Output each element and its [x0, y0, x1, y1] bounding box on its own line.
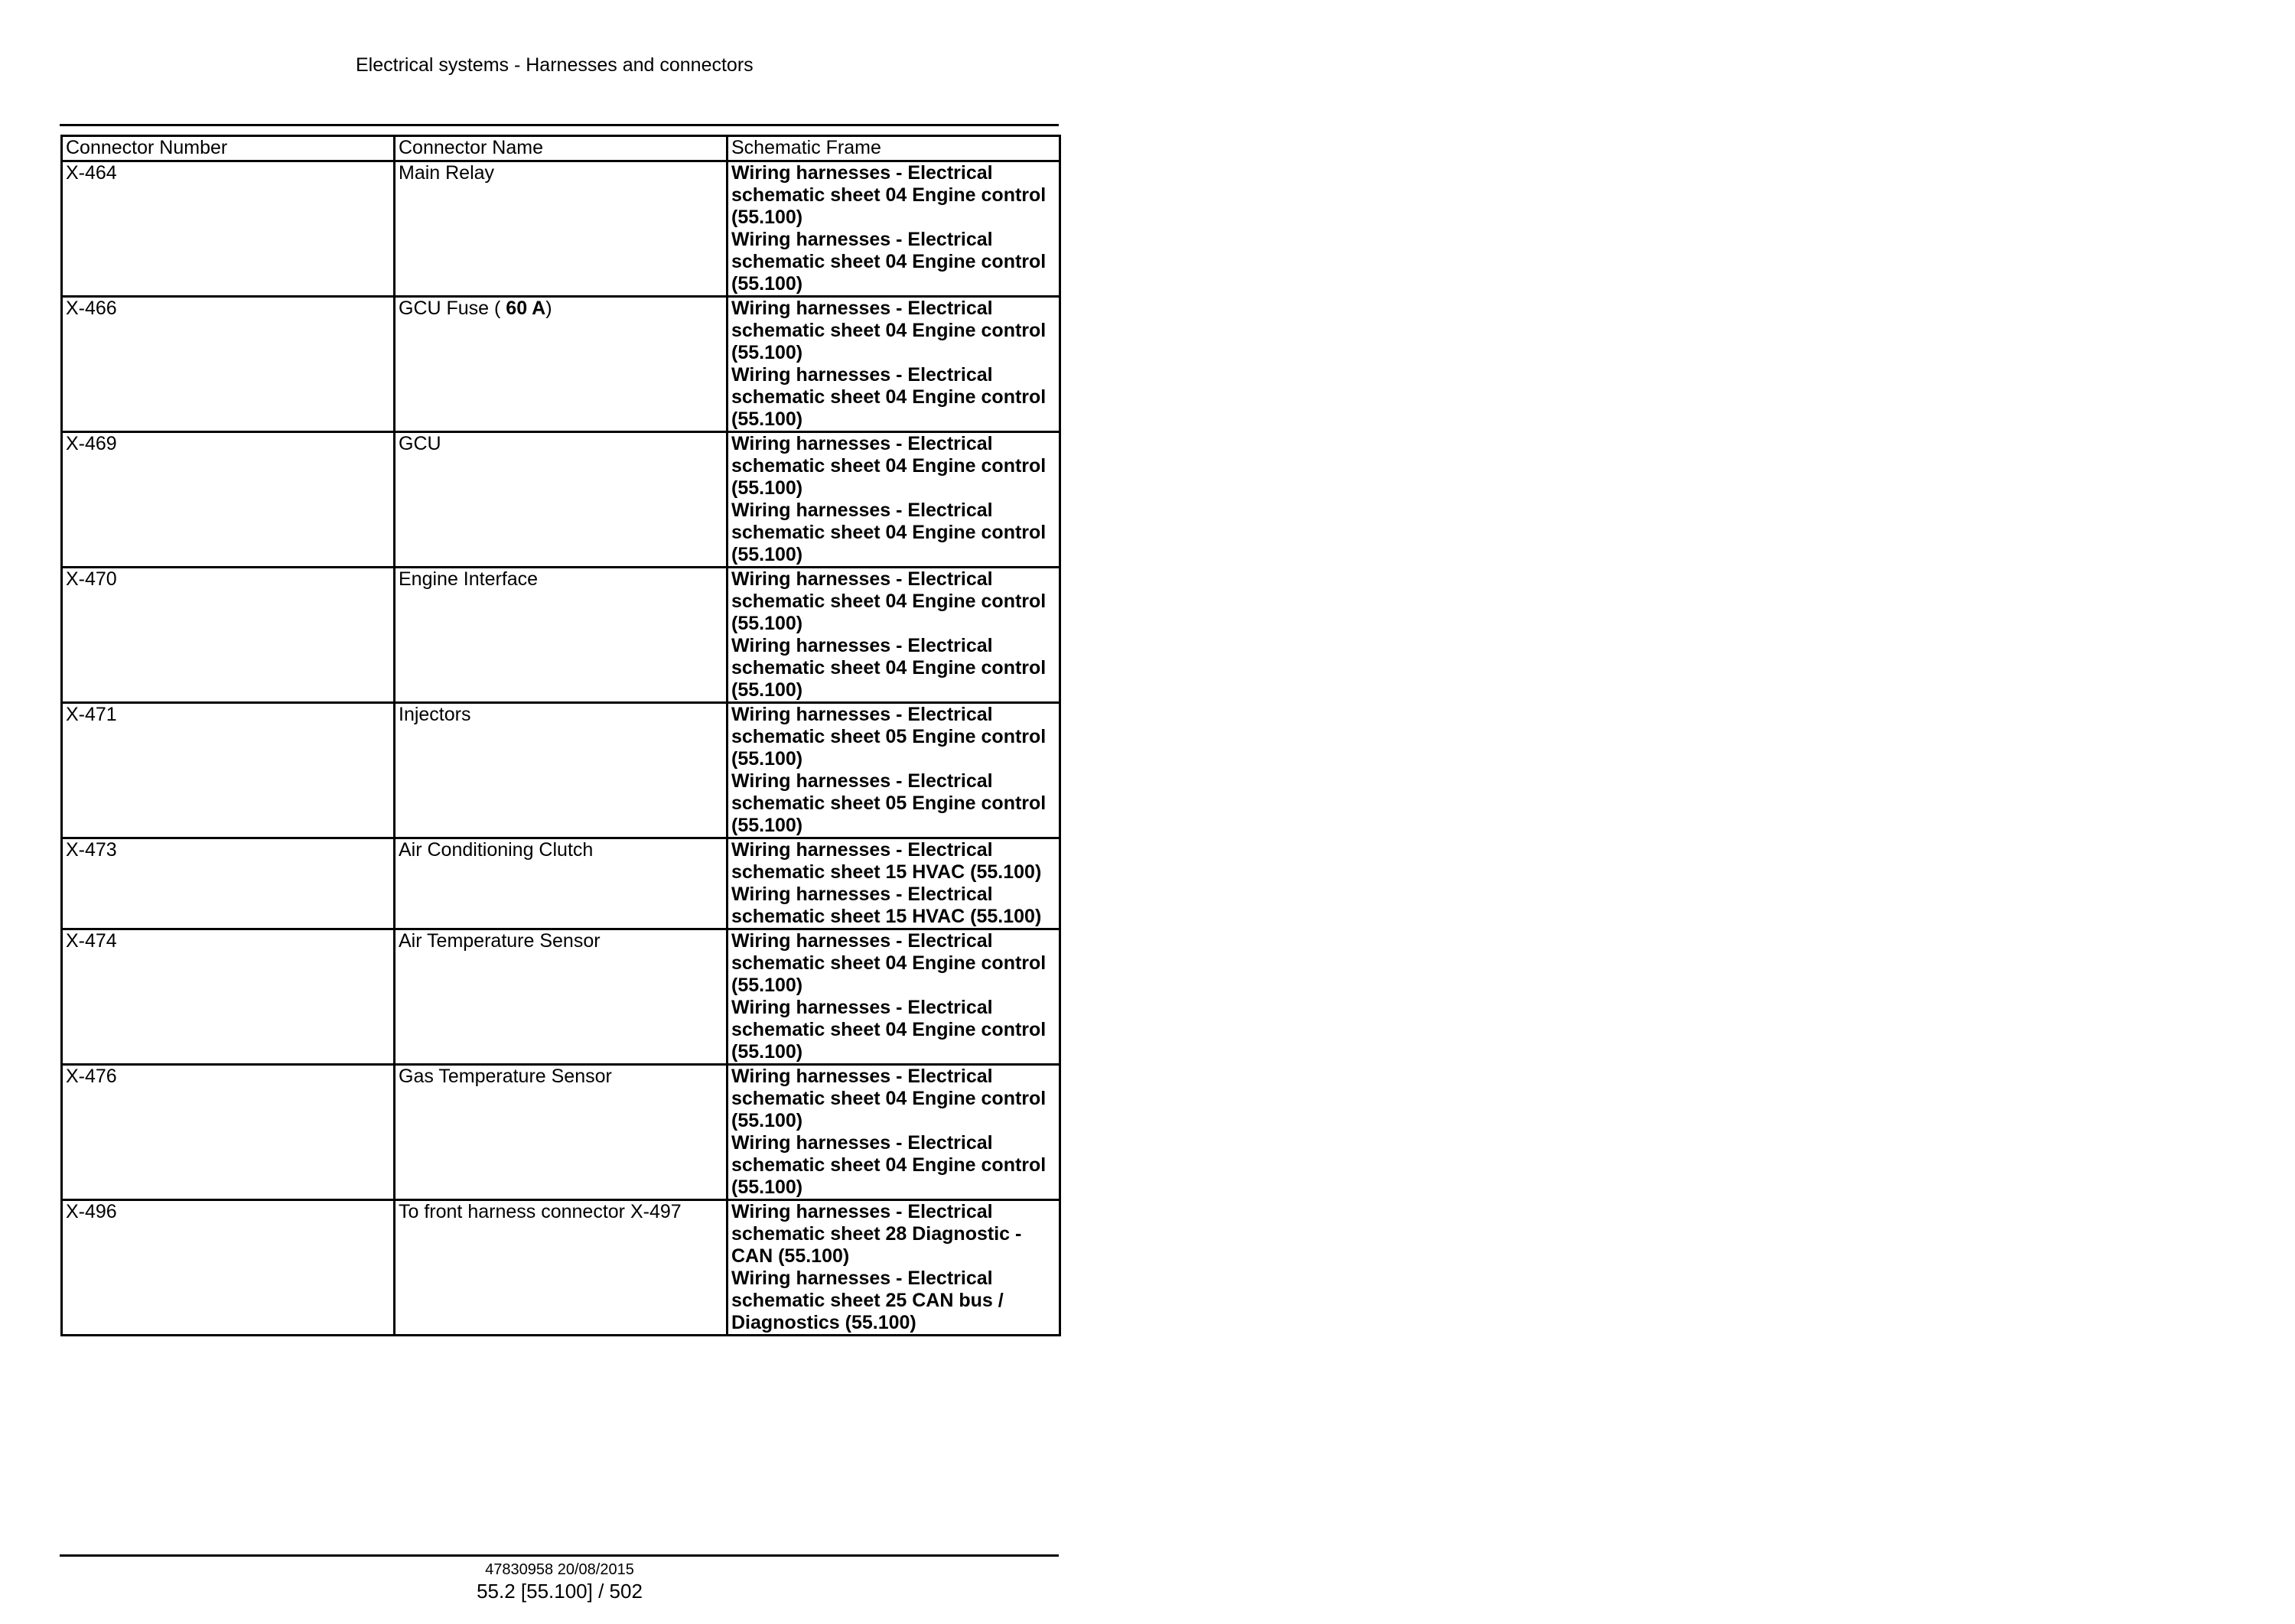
connector-name: Engine Interface	[395, 568, 728, 703]
schematic-frame-link[interactable]: Wiring harnesses - Electrical schematic sheet 04 Engine control (55.100)	[731, 568, 1047, 634]
connector-name: To front harness connector X-497	[395, 1200, 728, 1336]
connector-number: X-466	[62, 297, 395, 432]
table-header-row	[62, 136, 1060, 161]
connector-name: GCU	[395, 432, 728, 568]
column-header-schematic-frame: Schematic Frame	[728, 136, 1060, 161]
connector-number: X-464	[62, 161, 395, 297]
connector-number: X-473	[62, 838, 395, 929]
schematic-frame	[728, 1200, 1060, 1336]
connector-name: Injectors	[395, 703, 728, 838]
table-row	[62, 703, 1060, 838]
connector-name-suffix: )	[545, 298, 552, 319]
connector-number: X-471	[62, 703, 395, 838]
schematic-frame-link[interactable]: Wiring harnesses - Electrical schematic sheet 04 Engine control (55.100)	[731, 298, 1047, 363]
connector-name: Air Conditioning Clutch	[395, 838, 728, 929]
schematic-frame-link[interactable]: Wiring harnesses - Electrical schematic sheet 25 CAN bus / Diagnostics (55.100)	[731, 1268, 1004, 1333]
schematic-frame-link[interactable]: Wiring harnesses - Electrical schematic sheet 04 Engine control (55.100)	[731, 162, 1047, 228]
connector-name	[395, 297, 728, 432]
connector-name: Gas Temperature Sensor	[395, 1065, 728, 1200]
table-row	[62, 432, 1060, 568]
connector-number: X-469	[62, 432, 395, 568]
column-header-connector-name: Connector Name	[395, 136, 728, 161]
connector-number: X-476	[62, 1065, 395, 1200]
schematic-frame	[728, 432, 1060, 568]
schematic-frame-link[interactable]: Wiring harnesses - Electrical schematic sheet 04 Engine control (55.100)	[731, 635, 1047, 701]
connector-number: X-474	[62, 929, 395, 1065]
connector-name: Main Relay	[395, 161, 728, 297]
connector-name-prefix: GCU Fuse (	[399, 298, 506, 319]
schematic-frame	[728, 929, 1060, 1065]
schematic-frame	[728, 161, 1060, 297]
table-row	[62, 929, 1060, 1065]
schematic-frame-link[interactable]: Wiring harnesses - Electrical schematic sheet 15 HVAC (55.100)	[731, 884, 1042, 927]
connector-number: X-496	[62, 1200, 395, 1336]
table-row	[62, 161, 1060, 297]
schematic-frame-link[interactable]: Wiring harnesses - Electrical schematic sheet 04 Engine control (55.100)	[731, 1132, 1047, 1198]
connector-name: Air Temperature Sensor	[395, 929, 728, 1065]
table-row	[62, 297, 1060, 432]
schematic-frame-link[interactable]: Wiring harnesses - Electrical schematic sheet 04 Engine control (55.100)	[731, 433, 1047, 499]
page-header-title: Electrical systems - Harnesses and connectors	[356, 54, 754, 76]
table-row	[62, 1200, 1060, 1336]
table-row	[62, 568, 1060, 703]
footer-divider	[60, 1554, 1059, 1557]
schematic-frame-link[interactable]: Wiring harnesses - Electrical schematic sheet 04 Engine control (55.100)	[731, 364, 1047, 430]
schematic-frame-link[interactable]: Wiring harnesses - Electrical schematic sheet 04 Engine control (55.100)	[731, 997, 1047, 1063]
schematic-frame-link[interactable]: Wiring harnesses - Electrical schematic sheet 28 Diagnostic - CAN (55.100)	[731, 1201, 1022, 1267]
table-row	[62, 838, 1060, 929]
schematic-frame-link[interactable]: Wiring harnesses - Electrical schematic sheet 05 Engine control (55.100)	[731, 770, 1047, 836]
schematic-frame	[728, 838, 1060, 929]
column-header-connector-number: Connector Number	[62, 136, 395, 161]
schematic-frame-link[interactable]: Wiring harnesses - Electrical schematic sheet 04 Engine control (55.100)	[731, 930, 1047, 996]
schematic-frame	[728, 703, 1060, 838]
footer-page-reference: 55.2 [55.100] / 502	[477, 1580, 643, 1603]
schematic-frame	[728, 1065, 1060, 1200]
schematic-frame-link[interactable]: Wiring harnesses - Electrical schematic sheet 04 Engine control (55.100)	[731, 229, 1047, 295]
table-row	[62, 1065, 1060, 1200]
connector-table	[60, 135, 1061, 1336]
schematic-frame-link[interactable]: Wiring harnesses - Electrical schematic sheet 05 Engine control (55.100)	[731, 704, 1047, 770]
schematic-frame-link[interactable]: Wiring harnesses - Electrical schematic sheet 04 Engine control (55.100)	[731, 1066, 1047, 1131]
schematic-frame	[728, 297, 1060, 432]
header-divider	[60, 124, 1059, 126]
connector-number: X-470	[62, 568, 395, 703]
footer-document-code: 47830958 20/08/2015	[485, 1561, 634, 1578]
schematic-frame	[728, 568, 1060, 703]
schematic-frame-link[interactable]: Wiring harnesses - Electrical schematic sheet 15 HVAC (55.100)	[731, 839, 1042, 883]
schematic-frame-link[interactable]: Wiring harnesses - Electrical schematic sheet 04 Engine control (55.100)	[731, 500, 1047, 565]
fuse-rating: 60 A	[506, 298, 546, 319]
